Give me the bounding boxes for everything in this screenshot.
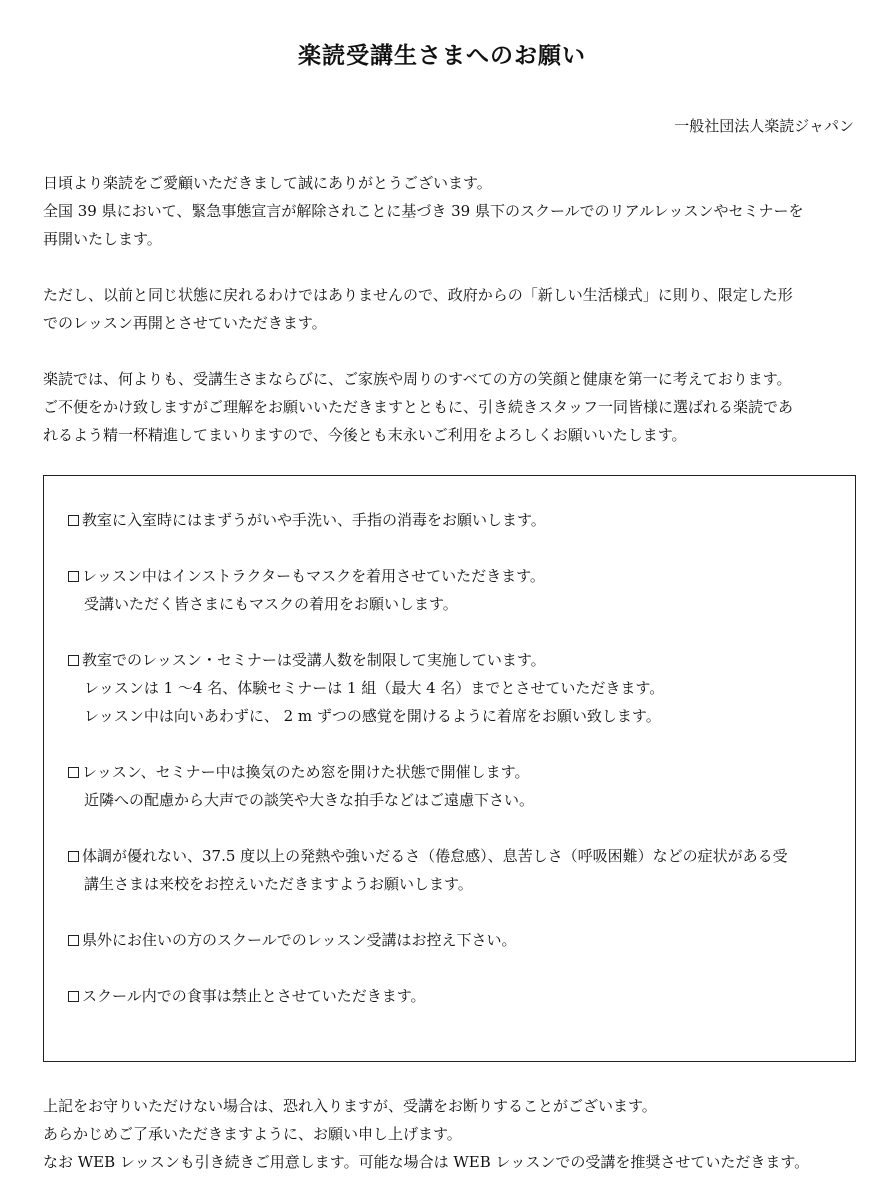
checklist-item <box>68 646 848 730</box>
checklist-box <box>43 475 856 1062</box>
checkbox-icon <box>68 935 79 946</box>
checklist <box>68 506 848 1038</box>
checklist-item <box>68 982 848 1010</box>
intro-line: 楽読では、何よりも、受講生さまならびに、ご家族や周りのすべての方の笑顔と健康を第一に考えております。 <box>43 370 792 388</box>
closing-line: なお WEB レッスンも引き続きご用意します。可能な場合は WEB レッスンでの受講を推奨させていただきます。 <box>43 1153 810 1171</box>
intro-line: 再開いたします。 <box>43 230 162 248</box>
checklist-item-text: レッスン中はインストラクターもマスクを着用させていただきます。 <box>82 567 545 585</box>
checklist-item <box>68 842 848 898</box>
checklist-item <box>68 562 848 618</box>
checklist-item-text: 県外にお住いの方のスクールでのレッスン受講はお控え下さい。 <box>82 931 517 949</box>
checklist-item-continuation: 近隣への配慮から大声での談笑や大きな拍手などはご遠慮下さい。 <box>84 791 535 809</box>
intro-line: ご不便をかけ致しますがご理解をお願いいただきますとともに、引き続きスタッフ一同皆様に選ばれる楽読であ <box>43 398 794 416</box>
checklist-item <box>68 506 848 534</box>
checklist-item-line <box>68 506 848 534</box>
checklist-item-text: 教室でのレッスン・セミナーは受講人数を制限して実施しています。 <box>82 651 546 669</box>
closing-section <box>43 1092 863 1176</box>
closing-line: 上記をお守りいただけない場合は、恐れ入りますが、受講をお断りすることがございます。 <box>43 1097 657 1115</box>
checklist-item-line <box>68 646 848 674</box>
intro-line: でのレッスン再開とさせていただきます。 <box>43 314 327 332</box>
checklist-item-continuation: レッスンは 1 〜4 名、体験セミナーは 1 組（最大 4 名）までとさせていただきます。 <box>84 679 665 697</box>
checklist-item-line <box>68 926 848 954</box>
checklist-item-line <box>68 562 848 590</box>
organization-name: 一般社団法人楽読ジャパン <box>674 117 854 135</box>
checklist-item-line <box>68 758 848 786</box>
checklist-item-continuation: 講生さまは来校をお控えいただきますようお願いします。 <box>84 875 473 893</box>
checkbox-icon <box>68 655 79 666</box>
checklist-item-text: スクール内での食事は禁止とさせていただきます。 <box>82 987 426 1005</box>
intro-line: 全国 39 県において、緊急事態宣言が解除されことに基づき 39 県下のスクールでのリアルレッスンやセミナーを <box>43 202 804 220</box>
checkbox-icon <box>68 571 79 582</box>
document-title: 楽読受講生さまへのお願い <box>298 43 586 69</box>
intro-line: ただし、以前と同じ状態に戻れるわけではありませんので、政府からの「新しい生活様式」に則り、限定した形 <box>43 286 793 304</box>
checklist-item-line <box>68 982 848 1010</box>
checklist-item-text: 体調が優れない、37.5 度以上の発熱や強いだるさ（倦怠感）、息苦しさ（呼吸困難）などの症状がある受 <box>82 847 788 865</box>
checklist-item-continuation: レッスン中は向いあわずに、 2 m ずつの感覚を開けるように着席をお願い致します。 <box>84 707 661 725</box>
checklist-item <box>68 926 848 954</box>
checkbox-icon <box>68 991 79 1002</box>
intro-paragraph-1 <box>43 169 863 253</box>
checklist-item-text: 教室に入室時にはまずうがいや手洗い、手指の消毒をお願いします。 <box>82 511 546 529</box>
checklist-item-continuation: 受講いただく皆さまにもマスクの着用をお願いします。 <box>84 595 458 613</box>
intro-paragraph-2 <box>43 281 863 337</box>
intro-line: 日頃より楽読をご愛顧いただきまして誠にありがとうございます。 <box>43 174 492 192</box>
checklist-item <box>68 758 848 814</box>
intro-section <box>43 169 863 477</box>
intro-paragraph-3 <box>43 365 863 449</box>
checklist-item-line <box>68 842 848 870</box>
checkbox-icon <box>68 767 79 778</box>
checkbox-icon <box>68 515 79 526</box>
checkbox-icon <box>68 851 79 862</box>
checklist-item-text: レッスン、セミナー中は換気のため窓を開けた状態で開催します。 <box>82 763 530 781</box>
closing-line: あらかじめご了承いただきますように、お願い申し上げます。 <box>43 1125 462 1143</box>
intro-line: れるよう精一杯精進してまいりますので、今後とも末永いご利用をよろしくお願いいたします。 <box>43 426 687 444</box>
